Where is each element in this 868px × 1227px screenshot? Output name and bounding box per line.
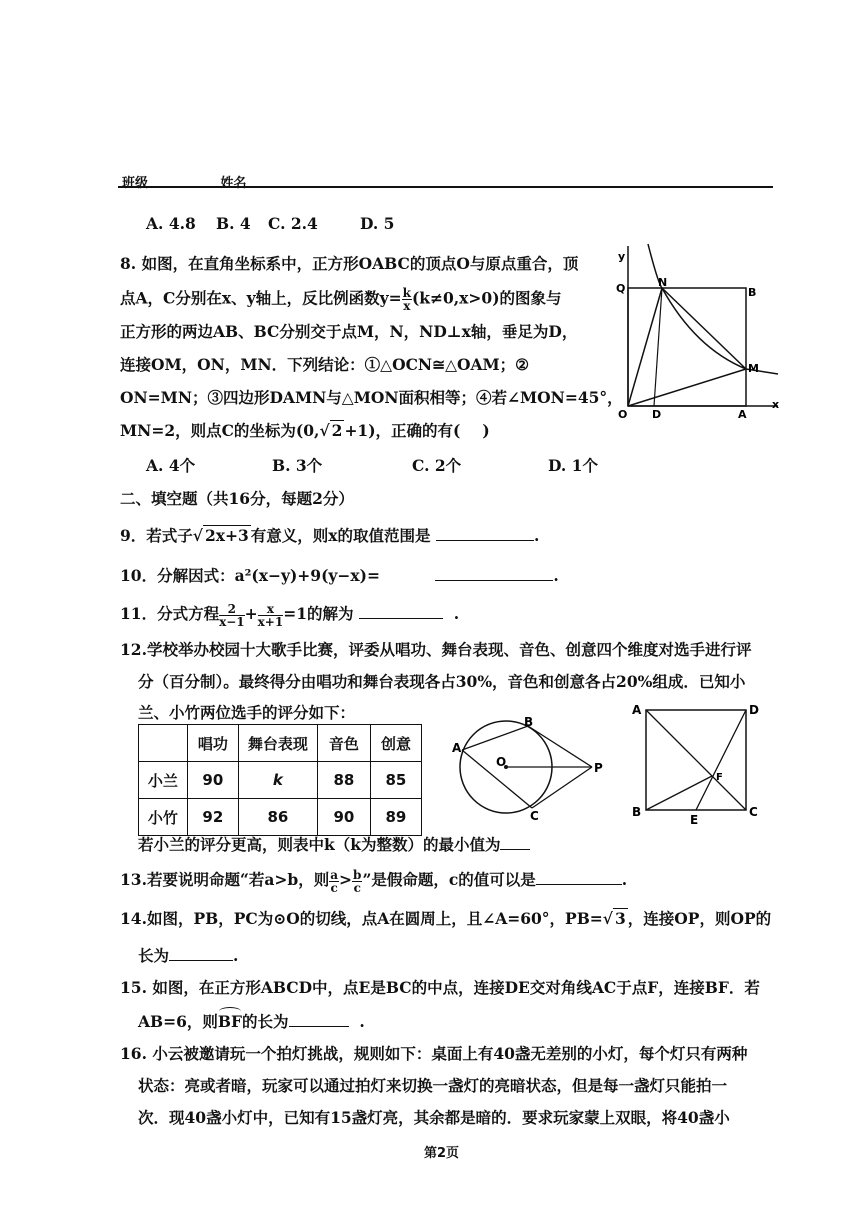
q12-line4 xyxy=(138,833,530,855)
diagonal-ac xyxy=(646,710,746,810)
table-row xyxy=(139,799,422,836)
q16-line2: 状态：亮或者暗，玩家可以通过拍灯来切换一盏灯的亮暗状态，但是每一盏灯只能拍一 xyxy=(138,1076,728,1095)
label-f: F xyxy=(716,772,723,783)
label-c: C xyxy=(749,805,758,819)
q10-end: . xyxy=(553,566,559,585)
q7-option-b: B. 4 xyxy=(216,214,251,233)
table-cell: 88 xyxy=(317,762,370,799)
label-y: y xyxy=(618,250,626,263)
tangent-pc xyxy=(532,767,592,808)
q13 xyxy=(120,868,627,894)
label-x: x xyxy=(772,398,780,411)
q11-fraction2 xyxy=(258,603,284,628)
q8-line6-end: ) xyxy=(482,421,490,440)
q8-line2 xyxy=(120,287,562,312)
table-header-cell xyxy=(139,725,188,762)
tangent-pb xyxy=(528,726,592,767)
q7-option-c: C. 2.4 xyxy=(268,214,318,233)
q13-end: . xyxy=(621,870,628,889)
q11-f1-num: 2 xyxy=(219,603,245,616)
q8-line4: 连接OM，ON，MN．下列结论：①△OCN≅△OAM；② xyxy=(120,355,530,374)
q12-line2: 分（百分制）。最终得分由唱功和舞台表现各占30%，音色和创意各占20%组成．已知小 xyxy=(138,672,746,691)
q14-text: 14.如图，PB，PC为⊙O的切线，点A在圆周上，且∠A=60°，PB= xyxy=(120,909,603,928)
q12-line1: 12.学校举办校园十大歌手比赛，评委从唱功、舞台表现、音色、创意四个维度对选手进行评 xyxy=(120,640,752,659)
q15-arc-text: BF xyxy=(217,1012,243,1031)
table-cell: 小竹 xyxy=(139,799,188,836)
section2-title: 二、填空题（共16分，每题2分） xyxy=(120,489,354,508)
q9-end: . xyxy=(533,526,540,545)
label-o: O xyxy=(618,408,628,421)
q9-text2: 有意义，则x的取值范围是 xyxy=(250,526,431,545)
q11-plus: + xyxy=(244,604,258,623)
q16-line1: 16. 小云被邀请玩一个拍灯挑战，规则如下：桌面上有40盏无差别的小灯，每个灯只有两种 xyxy=(120,1044,748,1063)
q11-fraction1 xyxy=(219,603,245,628)
q11-text: 11．分式方程 xyxy=(120,604,220,623)
q8-frac-den: x xyxy=(403,299,411,313)
segment-ab xyxy=(462,726,528,750)
table-header-cell: 创意 xyxy=(370,725,421,762)
q11-text2: =1的解为 xyxy=(283,604,354,623)
q14-sqrt: 3 xyxy=(614,909,626,928)
q9-sqrt: 2x+3 xyxy=(204,526,249,545)
q14-circle-figure xyxy=(446,712,616,822)
label-d: D xyxy=(652,408,662,421)
label-o: O xyxy=(496,755,507,769)
q15-answer-blank[interactable] xyxy=(289,1010,349,1027)
label-a: A xyxy=(738,408,747,421)
q10-answer-blank[interactable] xyxy=(435,564,553,581)
q13-fraction2 xyxy=(352,869,362,894)
label-p: P xyxy=(594,761,603,775)
segment-on xyxy=(628,288,662,406)
q10-text: 10．分解因式：a²(x−y)+9(y−x)= xyxy=(120,566,380,585)
label-n: N xyxy=(658,276,668,289)
arc-mark xyxy=(219,1007,241,1016)
label-b: B xyxy=(524,715,534,729)
q13-f2-den: c xyxy=(353,880,361,895)
name-blank[interactable] xyxy=(247,170,331,187)
q15-line1: 15. 如图，在正方形ABCD中，点E是BC的中点，连接DE交对角线AC于点F，连接BF．若 xyxy=(120,978,760,997)
q11-answer-blank[interactable] xyxy=(359,602,443,619)
q8-frac-num: k xyxy=(402,286,411,300)
table-cell: 89 xyxy=(370,799,421,836)
q8-coordinate-figure xyxy=(600,238,790,428)
q14-line2 xyxy=(138,944,238,966)
q9: 9．若式子√ 2x+3 有意义，则x的取值范围是 . xyxy=(120,526,540,545)
name-label: 姓名 xyxy=(220,176,247,191)
q8-option-c: C. 2个 xyxy=(412,456,462,475)
q12-line4-text: 若小兰的评分更高，则表中k（k为整数）的最小值为 xyxy=(138,835,501,854)
q15-line2-tail: 的长为 xyxy=(242,1012,289,1031)
q10 xyxy=(120,564,559,586)
q15-square-figure xyxy=(628,700,768,830)
label-a: A xyxy=(452,741,462,755)
segment-mn xyxy=(662,288,746,369)
q8-option-d: D. 1个 xyxy=(548,456,598,475)
q14-text2: ，连接OP，则OP的 xyxy=(627,909,772,928)
q13-f2-num: b xyxy=(353,867,362,882)
table-cell: k xyxy=(238,762,317,799)
q8-line5: ON=MN；③四边形DAMN与△MON面积相等；④若∠MON=45°， xyxy=(120,388,623,407)
q11-f2-num: x xyxy=(258,603,284,616)
q8-line3: 正方形的两边AB、BC分别交于点M，N，ND⊥x轴，垂足为D， xyxy=(120,322,578,341)
q7-option-d: D. 5 xyxy=(360,214,395,233)
table-cell: 85 xyxy=(370,762,421,799)
q8-line2-tail: (k≠0,x>0)的图象与 xyxy=(411,288,562,308)
q11 xyxy=(120,602,459,628)
table-cell: 92 xyxy=(187,799,238,836)
q11-end: . xyxy=(453,604,460,623)
q12-answer-blank[interactable] xyxy=(500,833,530,850)
q13-text2: ”是假命题，c的值可以是 xyxy=(362,870,536,889)
table-header-row xyxy=(139,725,422,762)
q15-arc xyxy=(218,1012,242,1032)
q9-text: 9．若式子 xyxy=(120,526,193,545)
hyperbola-curve xyxy=(648,244,778,374)
q13-f1-den: c xyxy=(330,880,338,895)
label-d: D xyxy=(749,703,759,717)
q8-line1: 8. 如图，在直角坐标系中，正方形OABC的顶点O与原点重合，顶 xyxy=(120,254,579,273)
q13-answer-blank[interactable] xyxy=(536,868,622,885)
q13-gt: > xyxy=(339,870,353,889)
q14-answer-blank[interactable] xyxy=(169,944,233,961)
q8-option-a: A. 4个 xyxy=(146,456,196,475)
q13-f1-num: a xyxy=(330,867,339,882)
q11-f1-den: x−1 xyxy=(219,614,245,629)
table-header-cell: 唱功 xyxy=(187,725,238,762)
label-e: E xyxy=(690,813,699,827)
q7-option-a: A. 4.8 xyxy=(146,214,196,233)
label-a: A xyxy=(632,703,642,717)
q15-line2-text: AB=6，则 xyxy=(138,1012,218,1031)
label-q: Q xyxy=(616,282,626,295)
page-number: 第2页 xyxy=(424,1146,460,1161)
q12-line3: 兰、小竹两位选手的评分如下： xyxy=(138,703,356,722)
table-cell: 90 xyxy=(187,762,238,799)
q8-option-b: B. 3个 xyxy=(272,456,323,475)
q14-line2-text: 长为 xyxy=(138,946,170,965)
header-divider xyxy=(118,186,773,188)
q8-line6-text: MN=2，则点C的坐标为(0, xyxy=(120,421,320,440)
label-m: M xyxy=(748,362,759,375)
q13-text: 13.若要说明命题“若a>b，则 xyxy=(120,870,330,889)
label-b: B xyxy=(632,805,642,819)
table-header-cell: 音色 xyxy=(317,725,370,762)
q8-line6: MN=2，则点C的坐标为(0,√ 2 +1)，正确的有( ) xyxy=(120,421,490,440)
table-cell: 小兰 xyxy=(139,762,188,799)
table-row xyxy=(139,762,422,799)
class-label: 班级 xyxy=(122,176,149,191)
q8-line2-text: 点A，C分别在x、y轴上，反比例函数y= xyxy=(120,288,402,308)
q15-line2 xyxy=(138,1010,365,1032)
q12-score-table xyxy=(138,724,422,836)
q14-line1: 14.如图，PB，PC为⊙O的切线，点A在圆周上，且∠A=60°，PB=√ 3 ，连接OP，则OP的 xyxy=(120,909,772,928)
q8-line6-mid: +1)，正确的有( xyxy=(344,421,461,440)
table-cell: 86 xyxy=(238,799,317,836)
segment-bf xyxy=(646,776,712,810)
label-b: B xyxy=(748,286,757,299)
class-field xyxy=(122,170,331,194)
q11-f2-den: x+1 xyxy=(257,614,284,629)
q13-fraction1 xyxy=(329,869,339,894)
segment-nd xyxy=(654,288,662,406)
table-cell: 90 xyxy=(317,799,370,836)
q9-answer-blank[interactable] xyxy=(436,524,534,541)
q16-line3: 次．现40盏小灯中，已知有15盏灯亮，其余都是暗的．要求玩家蒙上双眼，将40盏小 xyxy=(138,1108,730,1127)
q8-sqrt: 2 xyxy=(331,421,343,440)
segment-de xyxy=(696,710,746,810)
q14-end: . xyxy=(233,946,239,965)
table-header-cell: 舞台表现 xyxy=(238,725,317,762)
segment-om xyxy=(628,369,746,406)
q8-fraction xyxy=(402,287,412,312)
q15-end: . xyxy=(359,1012,365,1031)
label-c: C xyxy=(530,809,539,822)
class-blank[interactable] xyxy=(148,170,216,187)
